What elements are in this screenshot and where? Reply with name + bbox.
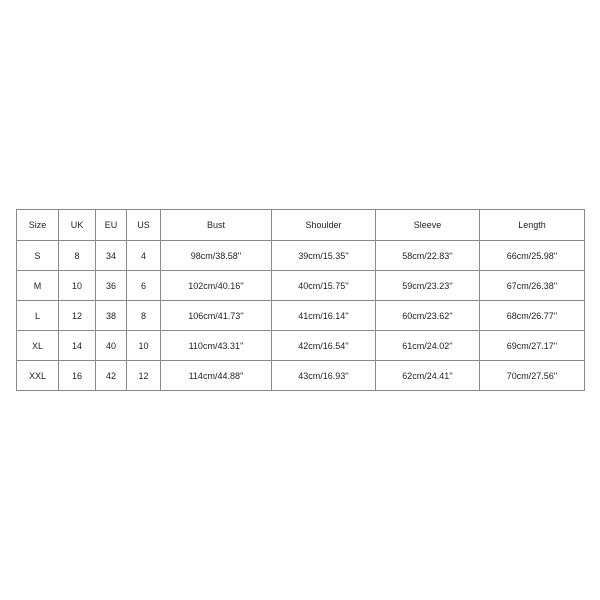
- cell-length: 69cm/27.17'': [480, 331, 585, 361]
- header-us: US: [127, 210, 161, 241]
- cell-bust: 98cm/38.58'': [161, 241, 272, 271]
- cell-shoulder: 40cm/15.75'': [272, 271, 376, 301]
- cell-us: 4: [127, 241, 161, 271]
- cell-uk: 10: [59, 271, 96, 301]
- cell-eu: 42: [96, 361, 127, 391]
- cell-eu: 40: [96, 331, 127, 361]
- cell-shoulder: 39cm/15.35'': [272, 241, 376, 271]
- table-row: [17, 271, 585, 301]
- cell-sleeve: 62cm/24.41'': [376, 361, 480, 391]
- cell-shoulder: 43cm/16.93'': [272, 361, 376, 391]
- cell-shoulder: 42cm/16.54'': [272, 331, 376, 361]
- cell-size: S: [17, 241, 59, 271]
- size-chart-table: [16, 209, 585, 391]
- cell-bust: 110cm/43.31'': [161, 331, 272, 361]
- cell-uk: 14: [59, 331, 96, 361]
- cell-sleeve: 58cm/22.83'': [376, 241, 480, 271]
- cell-bust: 106cm/41.73'': [161, 301, 272, 331]
- cell-eu: 34: [96, 241, 127, 271]
- cell-length: 66cm/25.98'': [480, 241, 585, 271]
- cell-size: XL: [17, 331, 59, 361]
- cell-us: 10: [127, 331, 161, 361]
- header-length: Length: [480, 210, 585, 241]
- cell-length: 67cm/26.38'': [480, 271, 585, 301]
- table-row: [17, 361, 585, 391]
- cell-us: 8: [127, 301, 161, 331]
- cell-size: L: [17, 301, 59, 331]
- table-row: [17, 331, 585, 361]
- header-sleeve: Sleeve: [376, 210, 480, 241]
- cell-size: M: [17, 271, 59, 301]
- cell-uk: 12: [59, 301, 96, 331]
- cell-us: 12: [127, 361, 161, 391]
- cell-sleeve: 61cm/24.02'': [376, 331, 480, 361]
- header-shoulder: Shoulder: [272, 210, 376, 241]
- cell-length: 68cm/26.77'': [480, 301, 585, 331]
- table-header-row: [17, 210, 585, 241]
- cell-length: 70cm/27.56'': [480, 361, 585, 391]
- cell-sleeve: 60cm/23.62'': [376, 301, 480, 331]
- cell-bust: 114cm/44.88'': [161, 361, 272, 391]
- table-row: [17, 301, 585, 331]
- cell-eu: 38: [96, 301, 127, 331]
- cell-uk: 8: [59, 241, 96, 271]
- cell-shoulder: 41cm/16.14'': [272, 301, 376, 331]
- cell-uk: 16: [59, 361, 96, 391]
- cell-eu: 36: [96, 271, 127, 301]
- header-eu: EU: [96, 210, 127, 241]
- cell-bust: 102cm/40.16'': [161, 271, 272, 301]
- cell-us: 6: [127, 271, 161, 301]
- header-uk: UK: [59, 210, 96, 241]
- header-size: Size: [17, 210, 59, 241]
- header-bust: Bust: [161, 210, 272, 241]
- cell-sleeve: 59cm/23.23'': [376, 271, 480, 301]
- cell-size: XXL: [17, 361, 59, 391]
- table-row: [17, 241, 585, 271]
